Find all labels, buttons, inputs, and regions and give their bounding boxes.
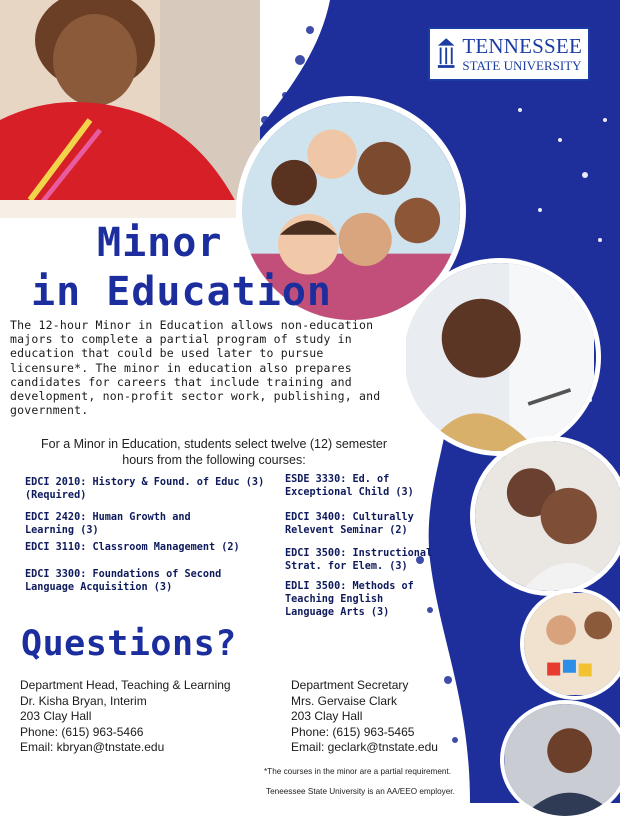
course-item: EDCI 3300: Foundations of Second Language Acquisition (3) (25, 569, 222, 593)
logo-line2: STATE UNIVERSITY (462, 58, 582, 73)
contact-name: Mrs. Gervaise Clark (291, 693, 398, 708)
course-item: EDCI 3110: Classroom Management (2) (25, 542, 240, 553)
intro-paragraph: The 12-hour Minor in Education allows non-education majors to complete a partial program of study in education that could be used later to pursue licensure*. The minor in education also prepares candidates for careers that include training and development, non-profit sector work, publishing, and government. (10, 318, 381, 418)
course-item: EDCI 3400: Culturally Relevent Seminar (2) (285, 512, 414, 536)
course-selection-note: For a Minor in Education, students select twelve (12) semester hours from the following courses: (41, 437, 387, 467)
contact-role: Department Secretary (291, 678, 409, 692)
student-drawing-photo (0, 0, 260, 218)
contact-email: Email: kbryan@tnstate.edu (20, 740, 165, 755)
contact-phone: Phone: (615) 963-5465 (291, 724, 415, 739)
tsu-logo (428, 27, 590, 81)
contact-department-head (20, 678, 231, 756)
questions-heading: Questions? (21, 624, 237, 664)
students-smiling-photo (470, 436, 620, 596)
contact-office: 203 Clay Hall (20, 709, 92, 724)
eeo-statement: Teneessee State University is an AA/EEO employer. (266, 787, 455, 796)
footnote: *The courses in the minor are a partial requirement. (264, 767, 452, 776)
course-item: EDCI 2010: History & Found. of Educ (3) (Required) (25, 477, 265, 501)
course-item: EDCI 3500: Instructional Strat. for Elem. (3) (285, 548, 433, 572)
kids-blocks-photo (520, 588, 620, 700)
course-item: EDLI 3500: Methods of Teaching English Language Arts (3) (285, 581, 414, 618)
contact-phone: Phone: (615) 963-5466 (20, 724, 144, 739)
contact-secretary (291, 678, 438, 756)
contact-email: Email: geclark@tnstate.edu (291, 740, 438, 755)
course-item: ESDE 3330: Ed. of Exceptional Child (3) (285, 474, 414, 498)
contact-role: Department Head, Teaching & Learning (20, 678, 231, 692)
logo-line1: TENNESSEE (462, 34, 582, 58)
university-emblem-icon (436, 35, 456, 73)
student-whiteboard-photo (399, 258, 601, 456)
title-line1: Minor (97, 220, 223, 266)
contact-name: Dr. Kisha Bryan, Interim (20, 693, 147, 708)
contact-office: 203 Clay Hall (291, 709, 363, 724)
teacher-photo (500, 700, 620, 820)
course-item: EDCI 2420: Human Growth and Learning (3) (25, 512, 191, 536)
title-line2: in Education (31, 269, 332, 315)
